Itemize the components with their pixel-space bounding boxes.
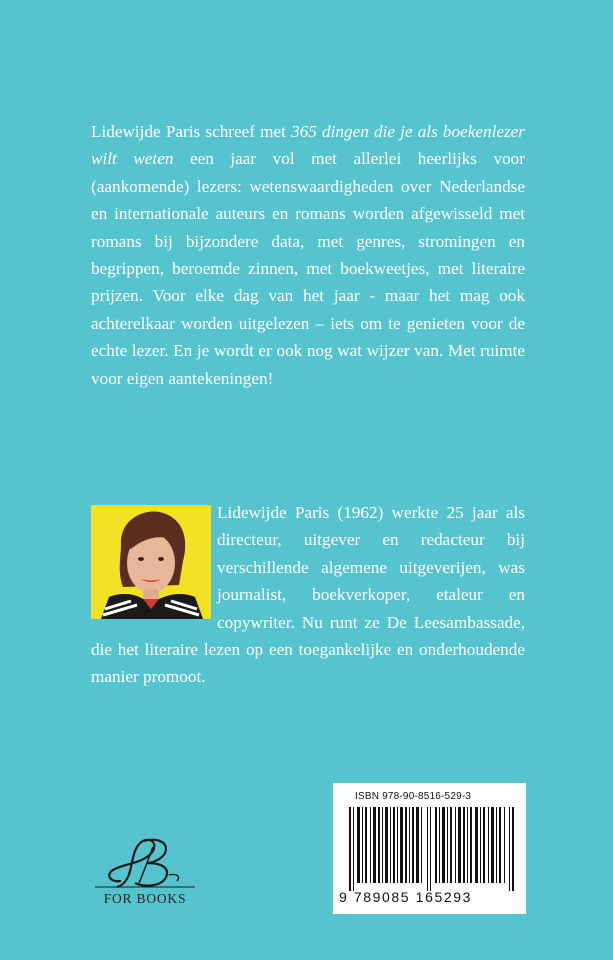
isbn-barcode: [333, 783, 526, 914]
isbn-label: ISBN 978-90-8516-529-3: [355, 791, 472, 802]
barcode-digits: 9 789085 165293: [339, 889, 472, 905]
blurb-intro: Lidewijde Paris schreef met: [91, 122, 292, 141]
author-bio-text: Lidewijde Paris (1962) werkte 25 jaar als directeur, uitgever en redacteur bij verschillende algemene uitgeverijen, was journalist, boekverkoper, etaleur en copywriter. Nu runt ze De Leesambassade, die het literaire lezen op een toegankelijke en onderhoudende manier promoot.: [91, 503, 525, 687]
publisher-logo: [91, 833, 199, 913]
publisher-name: FOR BOOKS: [103, 891, 187, 906]
book-title: 365 dingen die je als boekenlezer wilt weten: [91, 122, 525, 169]
publisher-b-monogram-icon: [91, 833, 199, 893]
barcode-icon: [349, 807, 515, 891]
back-cover-blurb: [91, 118, 525, 392]
blurb-body: een jaar vol met allerlei heerlijks voor (aankomende) lezers: wetenswaardigheden over Nederlandse en internationale auteurs en romans worden afgewisseld met romans bij bijzondere data, met genres, stromingen en begrippen, beroemde zinnen, met boekweetjes, met literaire prijzen. Voor elke dag van het jaar - maar het mag ook achterelkaar worden uitgelezen – iets om te genieten voor de echte lezer. En je wordt er ook nog wat wijzer van. Met ruimte voor eigen aantekeningen!: [91, 149, 525, 388]
author-bio: [91, 499, 525, 691]
